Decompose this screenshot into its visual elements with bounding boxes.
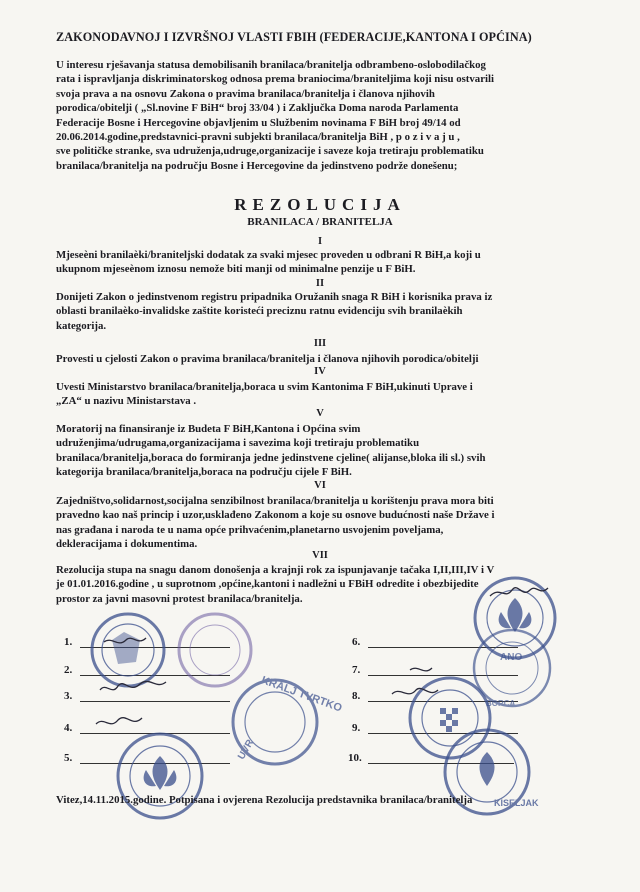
section-line: kategorija branilaca/branitelja,boraca na području cijele F BiH. <box>56 466 352 479</box>
section-line: Zajedništvo,solidarnost,socijalna senzibilnost branilaca/branitelja u korištenju prava mora biti <box>56 495 494 507</box>
stamp-text: ANO <box>500 652 523 663</box>
intro-line: 20.06.2014.godine,predstavnici-pravni subjekti branilaca/branitelja BiH , p o z i v a j u , <box>56 131 460 144</box>
intro-line: sve političke stranke, sva udruženja,udruge,organizacije i saveze koja tretiraju problematiku <box>56 145 484 158</box>
section-line: nas građana i naroda te u nama opće prihvaćenim,planetarno usvojenim poveljama, <box>56 523 444 536</box>
section-line: kategorija. <box>56 319 107 332</box>
signature-number: 3. <box>64 690 73 702</box>
signature-number: 8. <box>352 690 361 702</box>
stamp-kralj-tvrtko <box>233 674 344 764</box>
signature-8 <box>392 688 438 694</box>
signature-number: 6. <box>352 636 361 648</box>
stamp-right-checkered <box>410 678 490 758</box>
section-line: Moratorij na finansiranje iz Budeta F BiH,Kantona i Općina svim <box>56 423 361 435</box>
stamp-center-left <box>179 614 251 686</box>
intro-line: U interesu rješavanja statusa demobilisanih branilaca/branitelja odbrambeno-oslobodilačkog <box>56 59 486 71</box>
section-numeral: I <box>317 236 323 247</box>
signature-number: 1. <box>64 636 73 648</box>
section-line: Mjeseèni branilaèki/braniteljski dodatak za svaki mjesec proveden u odbrani R BiH,a koji u <box>56 249 481 261</box>
section-numeral: II <box>315 278 325 289</box>
signature-number: 7. <box>352 664 361 676</box>
stamp-text: BORCA <box>486 699 516 708</box>
document-header: ZAKONODAVNOJ I IZVRŠNOJ VLASTI FBIH (FEDERACIJE,KANTONA I OPĆINA) <box>56 30 532 44</box>
signature-number: 2. <box>64 664 73 676</box>
stamp-text: KRALJ TVRTKO <box>259 674 344 715</box>
section-line: dekleracijama i dokumentima. <box>56 538 198 551</box>
section-numeral: IV <box>314 366 326 377</box>
signature-number: 9. <box>352 722 361 734</box>
resolution-title: REZOLUCIJA <box>234 195 406 214</box>
section-line: branilaca/branitelja,boraca do formiranja jedne jedinstvene cjeline( alijanse,bloka ili sl.) svih <box>56 451 486 464</box>
signature-number: 10. <box>348 752 362 764</box>
intro-line: branilaca/branitelja na području Bosne i Hercegovine da jedinstveno podrže donešenu; <box>56 159 458 172</box>
section-line: ukupnom mjeseènom iznosu nemože biti manji od minimalne penzije u F BiH. <box>56 263 416 276</box>
section-line: Uvesti Ministarstvo branilaca/branitelja,boraca u svim Kantonima F BiH,ukinuti Uprave i <box>56 381 473 393</box>
signature-number: 5. <box>64 752 73 764</box>
stamp-text: UVR <box>236 737 257 762</box>
section-line: oblasti branilaèko-invalidske zaštite koristeći preciznu ratnu evidenciju svih branilaèkih <box>56 305 463 318</box>
section-numeral: VI <box>314 480 326 491</box>
intro-line: Federacije Bosne i Hercegovine objavljenim u Službenim novinama F BiH broj 49/14 od <box>56 116 461 129</box>
signature-7 <box>410 668 432 671</box>
stamp-left-top <box>92 614 164 686</box>
section-line: je 01.01.2016.godine , u suprotnom ,općine,kantoni i nadležni u FBiH odredite i obezbijedite <box>56 578 479 591</box>
section-line: Rezolucija stupa na snagu danom donošenja a krajnji rok za ispunjavanje tačaka I,II,III,IV i V <box>56 564 495 576</box>
section-line: „ZA“ u nazivu Ministarstava . <box>56 395 197 408</box>
resolution-subtitle: BRANILACA / BRANITELJA <box>247 216 393 228</box>
section-numeral: III <box>313 338 327 349</box>
section-numeral: VII <box>312 550 328 561</box>
section-numeral: V <box>316 408 324 419</box>
section-line: prostor za javni masovni protest branilaca/branitelja. <box>56 592 303 605</box>
section-line: pravedno kao naš princip i uzor,usklađeno Zakonom a koje su osnove budućnosti naše Države i <box>56 509 495 522</box>
section-line: udruženjima/udrugama,organizacijama i savezima koji tretiraju problematiku <box>56 437 420 450</box>
signature-4 <box>96 718 142 724</box>
intro-line: rata i ispravljanja diskriminatorskog odnosa prema braniocima/braniteljima koji nisu ostvarili <box>56 73 494 86</box>
intro-line: svoja prava a na osnovu Zakona o pravima branilaca/branitelja i članova njihovih <box>56 87 435 100</box>
stamp-text: KISELJAK <box>494 798 539 808</box>
section-line: Provesti u cjelosti Zakon o pravima branilaca/branitelja i članova njihovih porodica/obitelji <box>56 353 479 365</box>
section-line: Donijeti Zakon o jedinstvenom registru pripadnika Oružanih snaga R BiH i korisnika prava iz <box>56 291 493 303</box>
signature-number: 4. <box>64 722 73 734</box>
document-footer: Vitez,14.11.2015.godine. Potpisana i ovjerena Rezolucija predstavnika branilaca/branitelja <box>56 794 473 806</box>
stamp-right-middle <box>474 630 550 708</box>
intro-line: porodica/obitelji ( „Sl.novine F BiH“ broj 33/04 ) i Zaključka Doma naroda Parlamenta <box>56 102 459 115</box>
